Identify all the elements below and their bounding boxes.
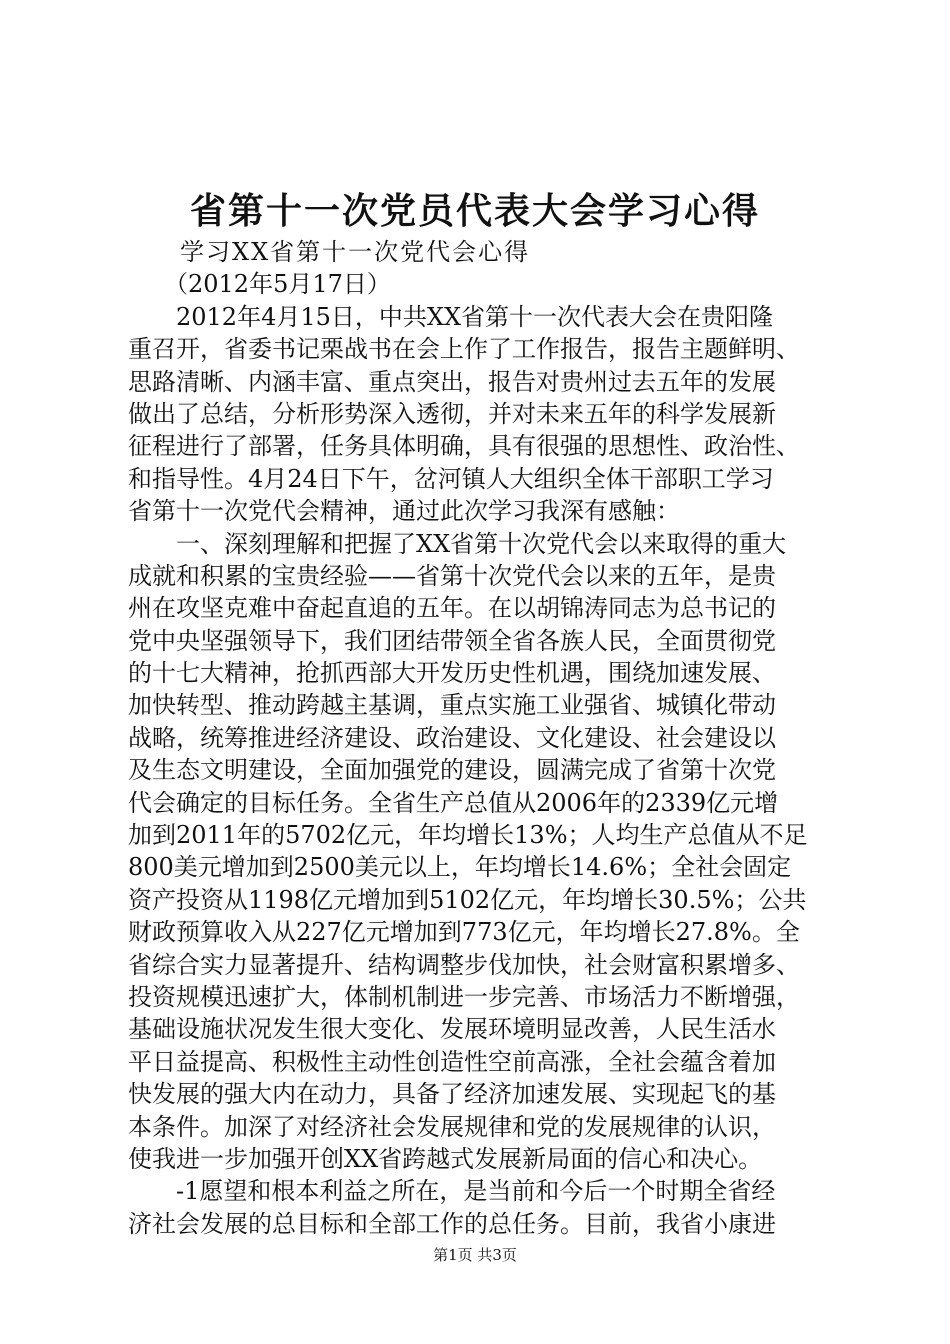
- paragraph-line: 代会确定的目标任务。全省生产总值从2006年的2339亿元增: [128, 788, 779, 817]
- paragraph-line: 800美元增加到2500美元以上，年均增长14.6%；全社会固定: [128, 853, 792, 882]
- paragraph-line: 重召开，省委书记栗战书在会上作了工作报告，报告主题鲜明、: [128, 335, 800, 364]
- paragraph-line: 基础设施状况发生很大变化、发展环境明显改善，人民生活水: [128, 1015, 776, 1044]
- paragraph-line: 本条件。加深了对经济社会发展规律和党的发展规律的认识，: [128, 1112, 776, 1141]
- paragraph-line: -1愿望和根本利益之所在，是当前和今后一个时期全省经: [128, 1177, 776, 1206]
- paragraph-line: 济社会发展的总目标和全部工作的总任务。目前，我省小康进: [128, 1209, 776, 1238]
- paragraph-line: 做出了总结，分析形势深入透彻，并对未来五年的科学发展新: [128, 399, 776, 428]
- subtitle-line: 学习XX省第十一次党代会心得: [128, 238, 531, 266]
- paragraph-line: 财政预算收入从227亿元增加到773亿元，年均增长27.8%。全: [128, 918, 800, 947]
- paragraph-line: 加到2011年的5702亿元，年均增长13%；人均生产总值从不足: [128, 821, 808, 850]
- paragraph-line: 党中央坚强领导下，我们团结带领全省各族人民，全面贯彻党: [128, 626, 776, 655]
- paragraph-line: 资产投资从1198亿元增加到5102亿元，年均增长30.5%；公共: [128, 885, 807, 914]
- document-title: 省第十一次党员代表大会学习心得: [189, 190, 760, 232]
- paragraph-line: 2012年4月15日，中共XX省第十一次代表大会在贵阳隆: [128, 302, 774, 331]
- paragraph-line: 一、深刻理解和把握了XX省第十次党代会以来取得的重大: [128, 529, 787, 558]
- paragraph-line: 成就和积累的宝贵经验——省第十次党代会以来的五年，是贵: [128, 561, 776, 590]
- paragraph-line: 省第十一次党代会精神，通过此次学习我深有感触：: [128, 497, 680, 526]
- paragraph-line: 战略，统筹推进经济建设、政治建设、文化建设、社会建设以: [128, 723, 776, 752]
- paragraph-line: 使我进一步加强开创XX省跨越式发展新局面的信心和决心。: [128, 1144, 763, 1173]
- page-number-footer: 第1页 共3页: [433, 1246, 517, 1264]
- paragraph-line: 加快转型、推动跨越主基调，重点实施工业强省、城镇化带动: [128, 691, 776, 720]
- paragraph-line: 和指导性。4月24日下午，岔河镇人大组织全体干部职工学习: [128, 464, 774, 493]
- paragraph-line: 快发展的强大内在动力，具备了经济加速发展、实现起飞的基: [128, 1080, 776, 1109]
- paragraph-line: 思路清晰、内涵丰富、重点突出，报告对贵州过去五年的发展: [128, 367, 776, 396]
- paragraph-line: 投资规模迅速扩大，体制机制进一步完善、市场活力不断增强，: [128, 982, 800, 1011]
- paragraph-line: 平日益提高、积极性主动性创造性空前高涨，全社会蕴含着加: [128, 1047, 776, 1076]
- paragraph-line: 征程进行了部署，任务具体明确，具有很强的思想性、政治性、: [128, 432, 800, 461]
- paragraph-line: 省综合实力显著提升、结构调整步伐加快，社会财富积累增多、: [128, 950, 800, 979]
- paragraph-line: 及生态文明建设，全面加强党的建设，圆满完成了省第十次党: [128, 756, 776, 785]
- paragraph-line: 州在攻坚克难中奋起直追的五年。在以胡锦涛同志为总书记的: [128, 594, 776, 623]
- date-line: （2012年5月17日）: [128, 270, 391, 299]
- paragraph-line: 的十七大精神，抢抓西部大开发历史性机遇，围绕加速发展、: [128, 659, 776, 688]
- document-body: [128, 236, 828, 1240]
